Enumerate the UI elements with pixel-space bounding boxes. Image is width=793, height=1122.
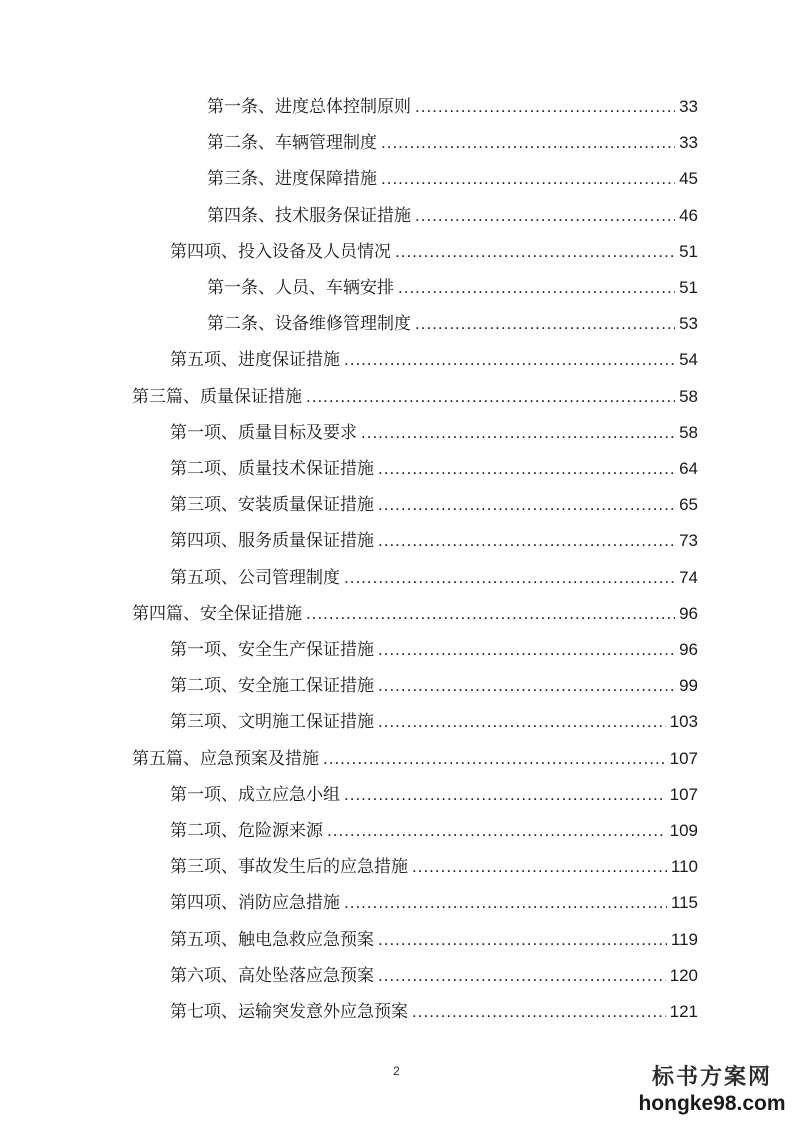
dot-leader	[378, 523, 675, 559]
toc-entry-label: 第五篇、应急预案及措施	[132, 748, 319, 769]
toc-entry-page: 109	[669, 821, 698, 840]
dot-leader	[415, 89, 675, 125]
toc-entry[interactable]	[207, 270, 698, 306]
toc-entry[interactable]	[207, 89, 698, 125]
dot-leader	[381, 125, 675, 161]
dot-leader	[415, 198, 675, 234]
toc-entry[interactable]	[170, 958, 698, 994]
toc-entry-page: 110	[670, 857, 698, 877]
toc-entry-page: 58	[679, 386, 698, 406]
toc-entry-label: 第三项、文明施工保证措施	[170, 712, 374, 733]
toc-entry[interactable]	[170, 885, 698, 921]
toc-entry[interactable]	[170, 523, 698, 559]
dot-leader	[415, 306, 675, 342]
toc-entry-page: 45	[679, 169, 698, 189]
toc-entry-page: 120	[669, 965, 698, 985]
toc-entry-label: 第一条、进度总体控制原则	[207, 97, 411, 117]
toc-entry-page: 51	[679, 241, 698, 261]
toc-entry-page: 33	[679, 133, 698, 153]
toc-entry-label: 第四项、消防应急措施	[170, 893, 340, 914]
toc-entry-page: 51	[679, 278, 698, 297]
toc-entry-label: 第二项、质量技术保证措施	[170, 459, 374, 479]
toc-entry-label: 第一项、成立应急小组	[170, 784, 340, 805]
toc-entry-page: 33	[679, 97, 698, 116]
watermark-url: hongke98.com	[638, 1092, 786, 1115]
toc-entry[interactable]	[132, 379, 698, 415]
dot-leader	[381, 161, 675, 197]
dot-leader	[378, 451, 675, 487]
toc-entry[interactable]	[170, 777, 698, 813]
dot-leader	[344, 342, 675, 378]
toc-entry-label: 第二项、安全施工保证措施	[170, 676, 374, 697]
toc-entry-page: 107	[669, 748, 698, 768]
toc-entry-page: 107	[669, 784, 698, 804]
toc-entry[interactable]	[132, 741, 698, 777]
toc-entry[interactable]	[170, 342, 698, 378]
toc-entry[interactable]	[207, 125, 698, 161]
toc-entry-page: 115	[670, 893, 698, 913]
toc-entry-page: 53	[679, 314, 698, 334]
toc-entry-page: 99	[679, 676, 698, 696]
toc-entry-page: 65	[679, 495, 698, 515]
dot-leader	[378, 922, 667, 958]
toc-entry-label: 第二条、设备维修管理制度	[207, 314, 411, 335]
site-watermark	[637, 1064, 787, 1116]
toc-entry[interactable]	[170, 451, 698, 487]
dot-leader	[344, 777, 666, 813]
toc-entry-label: 第二项、危险源来源	[170, 821, 323, 841]
toc-entry[interactable]	[170, 415, 698, 451]
toc-entry-label: 第五项、进度保证措施	[170, 350, 340, 371]
toc-entry-page: 103	[669, 712, 698, 732]
dot-leader	[395, 234, 675, 270]
toc-entry-page: 73	[679, 531, 698, 551]
dot-leader	[327, 813, 666, 849]
toc-entry-label: 第五项、公司管理制度	[170, 567, 340, 588]
toc-entry-label: 第六项、高处坠落应急预案	[170, 965, 374, 986]
dot-leader	[344, 560, 675, 596]
toc-entry[interactable]	[207, 306, 698, 342]
toc-entry-page: 64	[679, 459, 698, 478]
dot-leader	[344, 885, 667, 921]
toc-entry-page: 46	[679, 205, 698, 225]
toc-entry-label: 第七项、运输突发意外应急预案	[170, 1002, 408, 1022]
dot-leader	[412, 994, 666, 1030]
toc-entry[interactable]	[170, 922, 698, 958]
toc-entry-page: 58	[679, 422, 698, 442]
toc-entry-label: 第一项、质量目标及要求	[170, 422, 357, 443]
toc-entry-label: 第一项、安全生产保证措施	[170, 640, 374, 660]
toc-entry-label: 第四条、技术服务保证措施	[207, 205, 411, 226]
dot-leader	[412, 849, 667, 885]
dot-leader	[361, 415, 675, 451]
toc-entry[interactable]	[170, 668, 698, 704]
toc-entry-page: 96	[679, 603, 698, 623]
toc-entry-page: 74	[679, 567, 698, 587]
toc-entry-label: 第四项、服务质量保证措施	[170, 531, 374, 552]
dot-leader	[306, 596, 675, 632]
toc-entry[interactable]	[170, 849, 698, 885]
toc-entry[interactable]	[170, 994, 698, 1030]
dot-leader	[378, 487, 675, 523]
toc-entry-label: 第三篇、质量保证措施	[132, 386, 302, 407]
page-number: 2	[393, 1064, 400, 1078]
toc-entry[interactable]	[170, 632, 698, 668]
toc-entry-page: 121	[669, 1002, 698, 1021]
dot-leader	[378, 668, 675, 704]
dot-leader	[378, 704, 666, 740]
toc-entry[interactable]	[170, 487, 698, 523]
toc-entry-label: 第二条、车辆管理制度	[207, 133, 377, 154]
toc-entry-label: 第五项、触电急救应急预案	[170, 929, 374, 950]
watermark-title: 标书方案网	[651, 1065, 772, 1090]
toc-entry[interactable]	[170, 560, 698, 596]
dot-leader	[323, 741, 666, 777]
toc-entry-page: 54	[679, 350, 698, 370]
toc-entry-page: 119	[670, 929, 698, 949]
dot-leader	[378, 632, 675, 668]
toc-entry[interactable]	[170, 704, 698, 740]
toc-entry-label: 第四篇、安全保证措施	[132, 603, 302, 624]
toc-entry[interactable]	[207, 198, 698, 234]
toc-entry-label: 第三项、事故发生后的应急措施	[170, 857, 408, 878]
toc-entry[interactable]	[170, 813, 698, 849]
toc-entry-label: 第三条、进度保障措施	[207, 169, 377, 190]
toc-entry[interactable]	[207, 161, 698, 197]
dot-leader	[378, 958, 666, 994]
toc-entry-label: 第三项、安装质量保证措施	[170, 495, 374, 516]
toc-entry-page: 96	[679, 640, 698, 659]
toc-entry-label: 第四项、投入设备及人员情况	[170, 241, 391, 262]
dot-leader	[398, 270, 675, 306]
dot-leader	[306, 379, 675, 415]
toc-entry-label: 第一条、人员、车辆安排	[207, 278, 394, 298]
toc-entry[interactable]	[132, 596, 698, 632]
toc-entry[interactable]	[170, 234, 698, 270]
